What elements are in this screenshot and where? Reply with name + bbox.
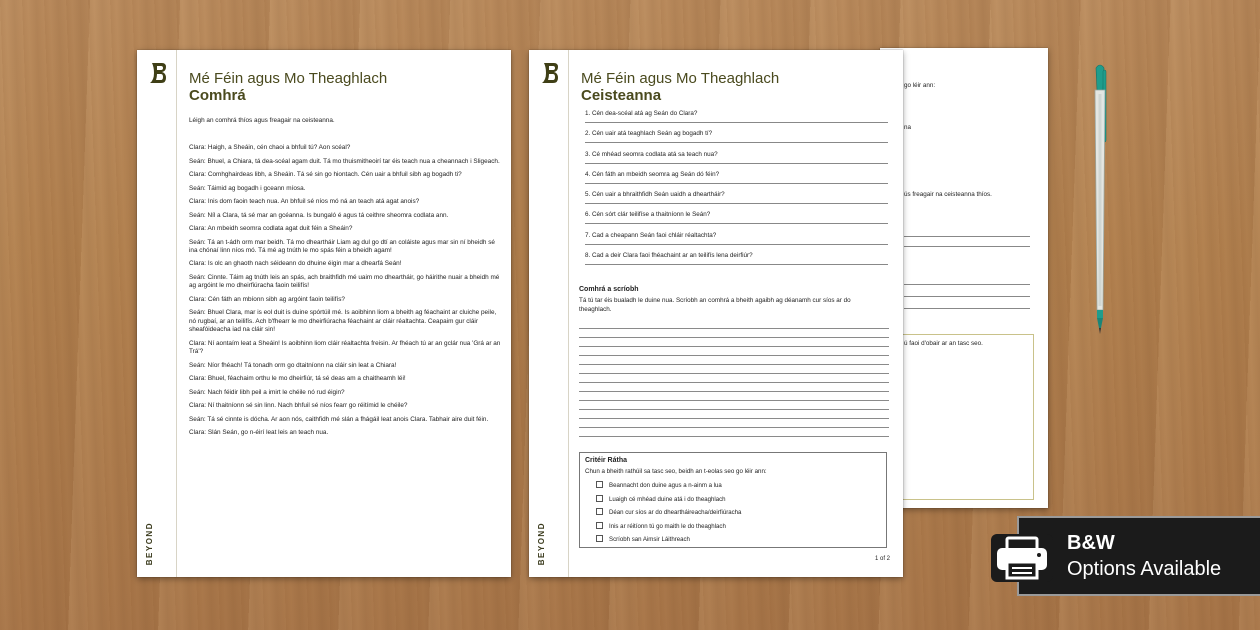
answer-line[interactable]: [585, 122, 888, 123]
criteria-text: Inis ar réitíonn tú go maith le do theaghlach: [609, 523, 726, 530]
worksheet-title: Mé Féin agus Mo Theaghlach: [581, 70, 780, 87]
dialogue-line: Seán: Nach féidir libh peil a imirt le chéile nó rud éigin?: [189, 388, 345, 396]
dialogue-line: Clara: Ní thaitníonn sé sin linn. Nach bhfuil sé níos fearr go réitímid le chéile?: [189, 402, 408, 410]
worksheet-subtitle: Comhrá: [189, 87, 246, 104]
answer-line[interactable]: [585, 264, 888, 265]
question-text: 4. Cén fáth an mbeidh seomra ag Seán dó féin?: [585, 171, 720, 178]
question-text: 2. Cén uair atá teaghlach Seán ag bogadh tí?: [585, 130, 713, 137]
dialogue: [189, 144, 501, 443]
printer-icon: [989, 532, 1055, 584]
back-fragment: ú faoi d'obair ar an tasc seo.: [904, 340, 983, 347]
sheet-sidebar: [137, 50, 177, 577]
criteria-item: [596, 535, 690, 543]
question-item: [585, 232, 888, 239]
dialogue-line: Seán: Bhuel Clara, mar is eol duit is duine spórtúil mé. Is aoibhinn liom a bheith ag féachaint ar cluiche peile, nó rugbaí, ar an teilifís. Ach b'fhearr le mo dheirfiúracha féachaint ar cláir réaltachta. Ceapaim gur cláir sheafóideacha iad na cláir sin!: [189, 309, 497, 334]
dialogue-line: Seán: Níl a Clara, tá sé mar an gcéanna. Is bungaló é agus tá ceithre sheomra codlata ann.: [189, 211, 449, 219]
dialogue-line: Clara: Comhghairdeas libh, a Sheáin. Tá sé sin go hiontach. Cén uair a bhfuil sibh ag bogadh ti?: [189, 171, 462, 178]
question-text: 5. Cén uair a bhraithfidh Seán uaidh a dheartháir?: [585, 191, 725, 198]
answer-line[interactable]: [585, 183, 888, 184]
writing-line[interactable]: [579, 382, 889, 383]
beyond-logo-icon: [541, 62, 559, 84]
writing-line[interactable]: [579, 418, 889, 419]
brand-label: BEYOND: [537, 521, 546, 565]
sheet-sidebar: [529, 50, 569, 577]
back-line: [904, 308, 1030, 309]
dialogue-line: Clara: Is olc an ghaoth nach séideann do dhuine éigin mar a dhearfá Seán!: [189, 260, 402, 268]
checkbox[interactable]: [596, 495, 603, 502]
question-text: 1. Cén dea-scéal atá ag Seán do Clara?: [585, 110, 698, 117]
beyond-logo-icon: [149, 62, 167, 84]
worksheet-title: Mé Féin agus Mo Theaghlach: [189, 70, 388, 87]
dialogue-line: Clara: An mbeidh seomra codlata agat duit féin a Sheáin?: [189, 225, 353, 232]
dialogue-line: Clara: Inis dom faoin teach nua. An bhfuil sé níos mó ná an teach atá agat anois?: [189, 198, 420, 205]
dialogue-line: Seán: Níor fhéach! Tá tonadh orm go dtaitníonn na cláir sin leat a Chiara!: [189, 361, 397, 369]
criteria-item: [596, 495, 726, 503]
criteria-text: Déan cur síos ar do dheartháireacha/deirfiúracha: [609, 509, 742, 516]
checkbox[interactable]: [596, 508, 603, 515]
back-box: [900, 334, 1034, 500]
question-text: 7. Cad a cheapann Seán faoi chláir réaltachta?: [585, 232, 717, 239]
question-item: [585, 252, 888, 259]
criteria-title: Critéir Rátha: [585, 457, 628, 464]
page-number: 1 of 2: [875, 556, 891, 562]
writing-line[interactable]: [579, 400, 889, 401]
question-item: [585, 110, 888, 117]
answer-line[interactable]: [585, 142, 888, 143]
back-line: [904, 296, 1030, 297]
writing-line[interactable]: [579, 391, 889, 392]
question-text: 6. Cén sórt clár teilifíse a thaitníonn le Seán?: [585, 211, 711, 218]
dialogue-line: Seán: Cinnte. Táim ag tnúth leis an spás, ach braithfidh mé uaim mo dheartháir, go háirithe nuair a bheidh mé ag argóint le mo dheirfiúracha faoin teilifís!: [189, 273, 500, 290]
question-item: [585, 130, 888, 137]
back-line: [904, 246, 1030, 247]
writing-line[interactable]: [579, 364, 889, 365]
dialogue-line: Seán: Bhuel, a Chiara, tá dea-scéal agam duit. Tá mo thuismitheoirí tar éis teach nua a cheannach i Sligeach.: [189, 157, 500, 165]
criteria-text: Luaigh cé mhéad duine atá i do theaghlach: [609, 496, 726, 503]
worksheet-comhra: [137, 50, 511, 577]
dialogue-line: Clara: Ní aontaím leat a Sheáin! Is aoibhinn liom cláir réaltachta freisin. Ar fhéach tú ar an gclár nua 'Grá ar an Trá'?: [189, 339, 501, 356]
pen-image: [1082, 60, 1118, 336]
checkbox[interactable]: [596, 535, 603, 542]
criteria-intro: Chun a bheith rathúil sa tasc seo, beidh an t-eolas seo go léir ann:: [585, 468, 767, 475]
dialogue-line: Clara: Cén fáth an mbíonn sibh ag argóint faoin teilifís?: [189, 295, 345, 303]
question-item: [585, 191, 888, 198]
dialogue-line: Seán: Táimid ag bogadh i gceann míosa.: [189, 184, 306, 192]
answer-line[interactable]: [585, 203, 888, 204]
write-instruction: Tá tú tar éis bualadh le duine nua. Scríobh an comhrá a bheith agaibh ag déanamh cur síos ar do theaghlach.: [579, 297, 851, 313]
writing-line[interactable]: [579, 409, 889, 410]
criteria-text: Beannacht don duine agus a n-ainm a lua: [609, 482, 722, 489]
writing-line[interactable]: [579, 427, 889, 428]
writing-line[interactable]: [579, 436, 889, 437]
question-item: [585, 171, 888, 178]
back-fragment: ús freagair na ceisteanna thíos.: [904, 191, 992, 198]
criteria-text: Scríobh san Aimsir Láithreach: [609, 536, 690, 543]
back-line: [904, 236, 1030, 237]
checkbox[interactable]: [596, 522, 603, 529]
criteria-item: [596, 522, 726, 530]
bw-options-badge: [1017, 516, 1260, 596]
question-item: [585, 151, 888, 158]
back-fragment: na: [904, 124, 912, 131]
criteria-item: [596, 481, 722, 489]
dialogue-line: Seán: Tá sé cinnte is dócha. Ar aon nós, caithfidh mé slán a fhágáil leat anois Clara. Tabhair aire duit féin.: [189, 415, 489, 423]
question-text: 3. Cé mhéad seomra codlata atá sa teach nua?: [585, 151, 718, 158]
worksheet-subtitle: Ceisteanna: [581, 87, 662, 104]
dialogue-line: Clara: Slán Seán, go n-éirí leat leis an teach nua.: [189, 429, 329, 437]
back-worksheet: [880, 48, 1048, 508]
dialogue-line: Clara: Bhuel, féachaim orthu le mo dheirfiúr, tá sé deas am a chaitheamh léi!: [189, 375, 406, 383]
checkbox[interactable]: [596, 481, 603, 488]
writing-line[interactable]: [579, 373, 889, 374]
back-fragment: go léir ann:: [904, 82, 936, 89]
dialogue-line: Clara: Haigh, a Sheáin, cén chaoi a bhfuil tú? Aon scéal?: [189, 144, 351, 151]
badge-subtitle: Options Available: [1067, 558, 1222, 580]
writing-line[interactable]: [579, 328, 889, 329]
question-text: 8. Cad a deir Clara faoi fhéachaint ar an teilifís lena deirfiúr?: [585, 252, 753, 259]
worksheet-ceisteanna: [529, 50, 903, 577]
writing-line[interactable]: [579, 355, 889, 356]
writing-line[interactable]: [579, 346, 889, 347]
answer-line[interactable]: [585, 244, 888, 245]
back-line: [904, 284, 1030, 285]
answer-line[interactable]: [585, 163, 888, 164]
question-item: [585, 211, 888, 218]
intro-text: Léigh an comhrá thíos agus freagair na ceisteanna.: [189, 117, 335, 124]
answer-line[interactable]: [585, 223, 888, 224]
write-section-title: Comhrá a scríobh: [579, 286, 639, 293]
badge-title: B&W: [1067, 532, 1115, 554]
writing-line[interactable]: [579, 337, 889, 338]
criteria-item: [596, 508, 741, 516]
dialogue-line: Seán: Tá an t-ádh orm mar beidh. Tá mo dheartháir Liam ag dul go dtí an coláiste agus mar sin ní bheidh sé ina chónaí linn níos mó. Tá mé ag tnúth le mo spás féin a bheidh agam!: [189, 238, 495, 254]
brand-label: BEYOND: [145, 521, 154, 565]
success-criteria-box: [579, 452, 887, 548]
